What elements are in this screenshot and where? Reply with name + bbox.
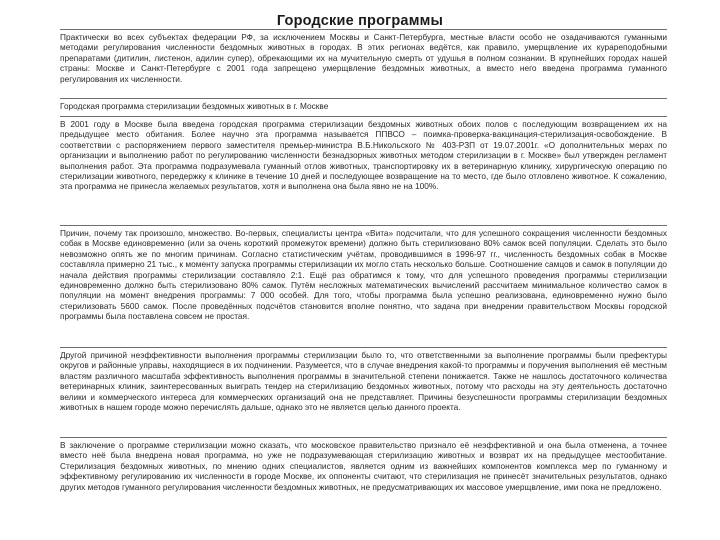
paragraph-intro: Практически во всех субъектах федерации РФ, за исключением Москвы и Санкт-Петербурга, местные власти особо не озадачиваются гуманными методами регулирования численности бездомных животных в городах. В этих регионах ведётся, как правило, умерщвление их курареподобными препаратами (дитилин, листенон, адилин супер), обрекающими их на мучительную смерть от удушья в полном сознании. В крупнейших городах нашей страны: Москве и Санкт-Петербурге с 2001 года запрещено умерщвление бездомных животных, а вместо него введена программа гуманного регулирования их численности. xyxy=(60,29,667,84)
paragraph-other-reason: Другой причиной неэффективности выполнения программы стерилизации было то, что ответственными за выполнение программы были префектуры округов и районные управы, находящиеся в их подчинении. Разумеется, что в случае внедрения какой-то программы и поручения выполнения её местным властям различного масштаба эффективность выполнения программы в значительной степени понижается. Также не нашлось достаточного количества ветеринарных клиник, заинтересованных выиграть тендер на стерилизацию бездомных животных, потому что расходы на эту деятельность достаточно велики и коммерческого интереса для коммерческих организаций она не представляет. Причины безуспешности программы стерилизации бездомных животных в нашем городе можно перечислять дальше, однако это не является целью данного проекта. xyxy=(60,347,667,412)
paragraph-conclusion: В заключение о программе стерилизации можно сказать, что московское правительство признало её неэффективной и она была отменена, а точнее вместо неё была внедрена новая программа, но уже не подразумевающая стерилизацию животных и возврат их на предыдущее местообитание. Стерилизация бездомных животных, по мнению одних специалистов, является одним из важнейших компонентов комплекса мер по гуманному и эффективному регулированию их численности в городе Москве, их оппоненты считают, что стерилизация не принесёт значительных результатов, однако других методов гуманного регулирования численности бездомных животных, не предусматривающих их массовое умерщвление, ими пока не предложено. xyxy=(60,437,667,492)
page-title: Городские программы xyxy=(276,13,444,29)
paragraph-subheading: Городская программа стерилизации бездомных животных в г. Москве xyxy=(60,98,667,111)
paragraph-program-2001: В 2001 году в Москве была введена городская программа стерилизации бездомных животных обоих полов с последующим возвращением их на предыдущее место обитания. Более научно эта программа называется ППВСО – поимка-проверка-вакцинация-стерилизация-освобождение. В соответствии с распоряжением первого заместителя премьер-министра В.Б.Никольского № 403-РЗП от 19.07.2001г. «О дополнительных мерах по организации и выполнению работ по регулированию численности безнадзорных животных методом стерилизации в г. Москве» был утвержден регламент выполнения работ. Эта программа подразумевала гуманный отлов животных, транспортировку их в ветеринарную клинику, хирургическую операцию по стерилизации животного, передержку к клинике в течение 10 дней и последующее возвращение на то место, где было отловлено животное. К сожалению, эта программа не принесла желаемых результатов, хотя и выполнена она была явно не на 100%. xyxy=(60,116,667,192)
paragraph-reasons: Причин, почему так произошло, множество. Во-первых, специалисты центра «Вита» подсчитали, что для успешного сокращения численности бездомных собак в Москве единовременно (или за очень короткий промежуток времени) должно быть стерилизовано 80% самок всей популяции. Сделать это было невозможно опять же по многим причинам. Согласно статистическим учётам, проводившимся в 1996-97 гг., численность бездомных собак в Москве составляла примерно 21 тыс., к моменту запуска программы стерилизации их могло стать несколько больше. Соотношение самцов и самок в популяции до начала действия программы стерилизации составляло 2:1. Ещё раз обратимся к тому, что для успешного проведения программы стерилизации единовременно должно быть стерилизовано 80% самок. Путём несложных математических вычислений рассчитаем минимальное количество самок в популяции на момент внедрения программы: 7 000 особей. Для того, чтобы программа была успешно реализована, единовременно нужно было стерилизовать 5600 самок. После проведённых подсчётов становится вполне понятно, что задача при внедрении правительством Москвы городской программы была поставлена совсем не простая. xyxy=(60,225,667,322)
